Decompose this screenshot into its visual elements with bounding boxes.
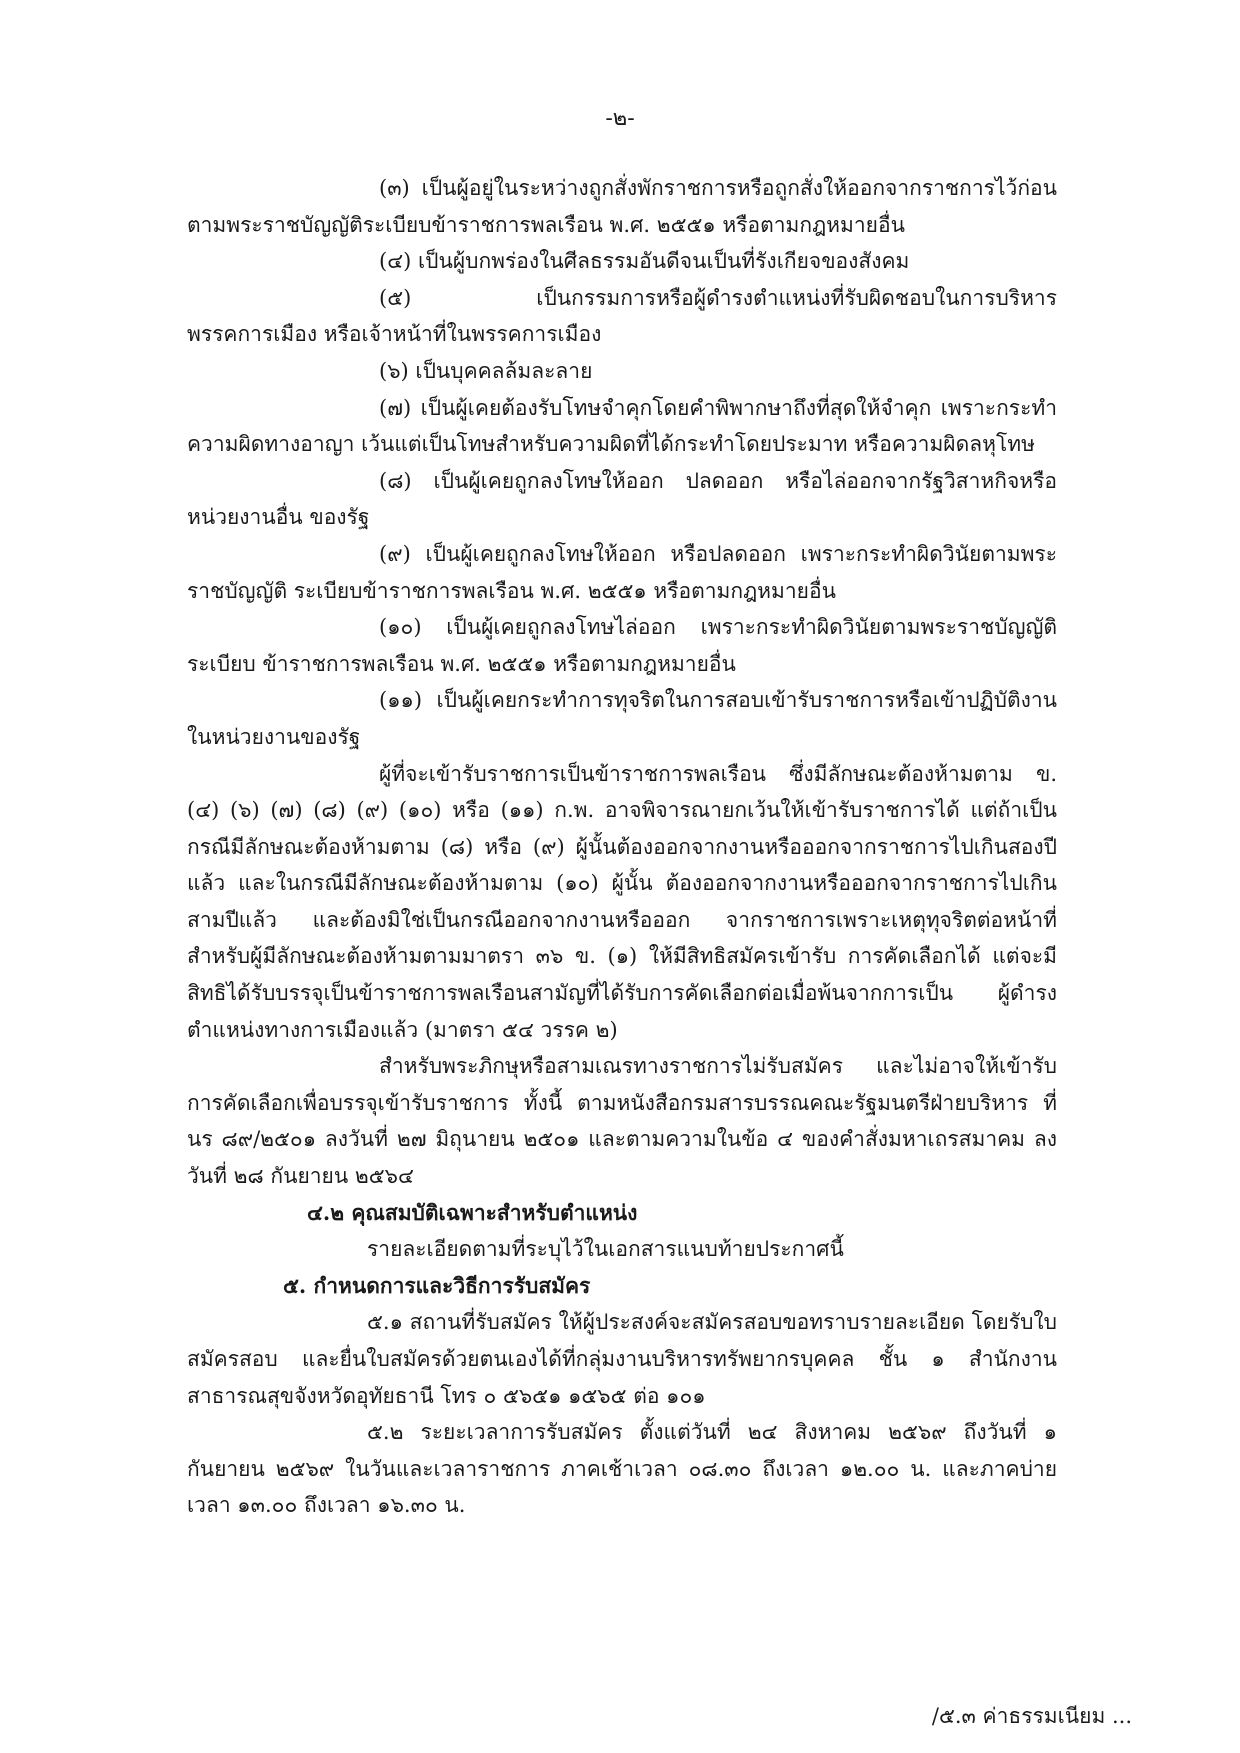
continuation-reference: /๕.๓ ค่าธรรมเนียม ... xyxy=(931,1704,1132,1728)
page-number: -๒- xyxy=(605,106,635,131)
item-11: (๑๑) เป็นผู้เคยกระทำการทุจริตในการสอบเข้ารับราชการหรือเข้าปฏิบัติงานในหน่วยงานของรัฐ xyxy=(187,688,1057,749)
section-4-2-detail: รายละเอียดตามที่ระบุไว้ในเอกสารแนบท้ายประกาศนี้ xyxy=(367,1237,844,1262)
section-5-heading: ๕. กำหนดการและวิธีการรับสมัคร xyxy=(283,1272,591,1298)
monk-paragraph: สำหรับพระภิกษุหรือสามเณรทางราชการไม่รับสมัคร และไม่อาจให้เข้ารับ การคัดเลือกเพื่อบรรจุเข้ารับราชการ ทั้งนี้ ตามหนังสือกรมสารบรรณคณะรัฐมนตรีฝ่ายบริหาร ที่ นร ๘๙/๒๕๐๑ ลงวันที่ ๒๗ มิถุนายน ๒๕๐๑ และตามความในข้อ ๔ ของคำสั่งมหาเถรสมาคม ลงวันที่ ๒๘ กันยายน ๒๕๖๔ xyxy=(187,1054,1057,1189)
document-body xyxy=(187,170,1057,1524)
item-9: (๙) เป็นผู้เคยถูกลงโทษให้ออก หรือปลดออก เพราะกระทำผิดวินัยตามพระราชบัญญัติ ระเบียบข้าราชการพลเรือน พ.ศ. ๒๕๕๑ หรือตามกฎหมายอื่น xyxy=(187,541,1057,603)
section-4-2-heading: ๔.๒ คุณสมบัติเฉพาะสำหรับตำแหน่ง xyxy=(307,1199,638,1225)
item-8: (๘) เป็นผู้เคยถูกลงโทษให้ออก ปลดออก หรือไล่ออกจากรัฐวิสาหกิจหรือหน่วยงานอื่น ของรัฐ xyxy=(187,468,1057,530)
section-5-1: ๕.๑ สถานที่รับสมัคร ให้ผู้ประสงค์จะสมัครสอบขอทราบรายละเอียด โดยรับใบสมัครสอบ และยื่นใบสมัครด้วยตนเองได้ที่กลุ่มงานบริหารทรัพยากรบุคคล ชั้น ๑ สำนักงานสาธารณสุขจังหวัดอุทัยธานี โทร ๐ ๕๖๕๑ ๑๕๖๕ ต่อ ๑๐๑ xyxy=(187,1310,1057,1408)
item-6: (๖) เป็นบุคคลล้มละลาย xyxy=(379,358,593,383)
item-3: (๓) เป็นผู้อยู่ในระหว่างถูกสั่งพักราชการหรือถูกสั่งให้ออกจากราชการไว้ก่อน ตามพระราชบัญญัติระเบียบข้าราชการพลเรือน พ.ศ. ๒๕๕๑ หรือตามกฎหมายอื่น xyxy=(187,176,1057,237)
item-7: (๗) เป็นผู้เคยต้องรับโทษจำคุกโดยคำพิพากษาถึงที่สุดให้จำคุก เพราะกระทำความผิดทางอาญา เว้นแต่เป็นโทษสำหรับความผิดที่ได้กระทำโดยประมาท หรือความผิดลหุโทษ xyxy=(187,395,1057,457)
section-5-2: ๕.๒ ระยะเวลาการรับสมัคร ตั้งแต่วันที่ ๒๔ สิงหาคม ๒๕๖๙ ถึงวันที่ ๑ กันยายน ๒๕๖๙ ในวันและเวลาราชการ ภาคเช้าเวลา ๐๘.๓๐ ถึงเวลา ๑๒.๐๐ น. และภาคบ่ายเวลา ๑๓.๐๐ ถึงเวลา ๑๖.๓๐ น. xyxy=(187,1420,1057,1518)
item-4: (๔) เป็นผู้บกพร่องในศีลธรรมอันดีจนเป็นที่รังเกียจของสังคม xyxy=(379,249,910,274)
exemption-paragraph: ผู้ที่จะเข้ารับราชการเป็นข้าราชการพลเรือน ซึ่งมีลักษณะต้องห้ามตาม ข. (๔) (๖) (๗) (๘) (๙) (๑๐) หรือ (๑๑) ก.พ. อาจพิจารณายกเว้นให้เข้ารับราชการได้ แต่ถ้าเป็นกรณีมีลักษณะต้องห้ามตาม (๘) หรือ (๙) ผู้นั้นต้องออกจากงานหรือออกจากราชการไปเกินสองปีแล้ว และในกรณีมีลักษณะต้องห้ามตาม (๑๐) ผู้นั้น ต้องออกจากงานหรือออกจากราชการไปเกินสามปีแล้ว และต้องมิใช่เป็นกรณีออกจากงานหรือออก จากราชการเพราะเหตุทุจริตต่อหน้าที่ สำหรับผู้มีลักษณะต้องห้ามตามมาตรา ๓๖ ข. (๑) ให้มีสิทธิสมัครเข้ารับ การคัดเลือกได้ แต่จะมีสิทธิได้รับบรรจุเป็นข้าราชการพลเรือนสามัญที่ได้รับการคัดเลือกต่อเมื่อพ้นจากการเป็น ผู้ดำรงตำแหน่งทางการเมืองแล้ว (มาตรา ๕๔ วรรค ๒) xyxy=(187,761,1057,1042)
item-5: (๕) เป็นกรรมการหรือผู้ดำรงตำแหน่งที่รับผิดชอบในการบริหารพรรคการเมือง หรือเจ้าหน้าที่ในพรรคการเมือง xyxy=(187,285,1057,347)
item-10: (๑๐) เป็นผู้เคยถูกลงโทษไล่ออก เพราะกระทำผิดวินัยตามพระราชบัญญัติระเบียบ ข้าราชการพลเรือน พ.ศ. ๒๕๕๑ หรือตามกฎหมายอื่น xyxy=(187,615,1057,676)
